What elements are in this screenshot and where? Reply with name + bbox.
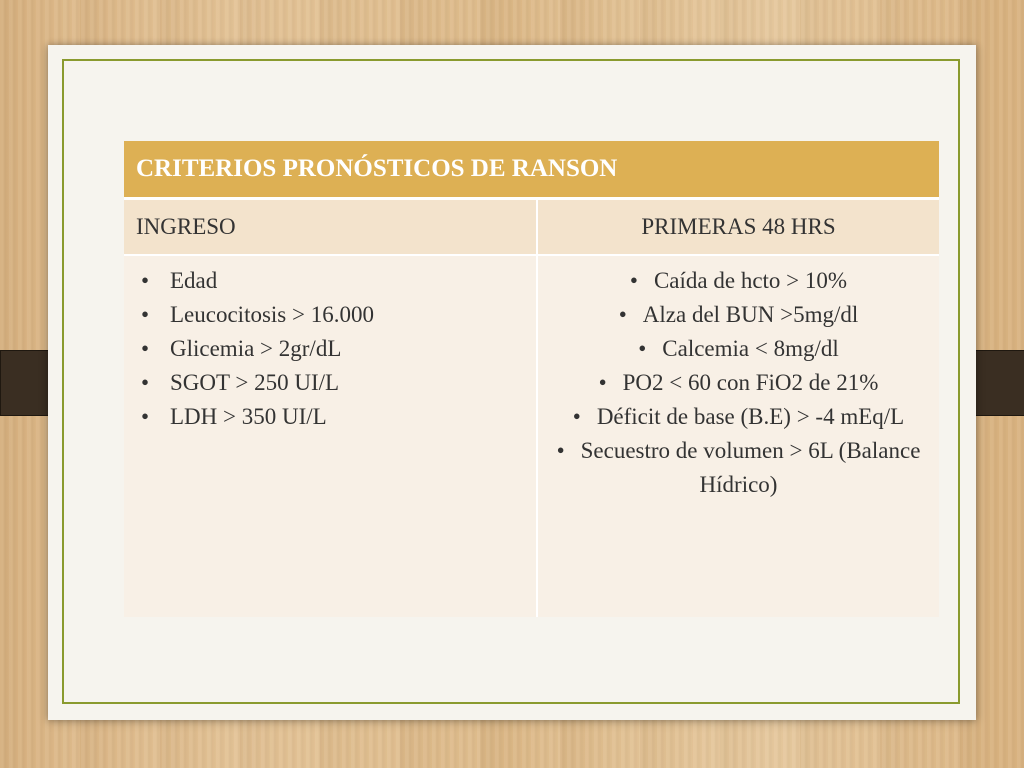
list-item-text: • PO2 < 60 con FiO2 de 21% <box>599 370 879 395</box>
list-item: • Edad <box>125 264 535 298</box>
list-item: • Leucocitosis > 16.000 <box>125 298 535 332</box>
list-item-text: • Calcemia < 8mg/dl <box>638 336 839 361</box>
primeras-48-hrs-cell <box>538 256 939 617</box>
list-item <box>539 264 938 298</box>
list-item <box>539 400 938 434</box>
ingreso-cell <box>124 256 538 617</box>
table-title-row <box>124 141 939 200</box>
list-item <box>539 332 938 366</box>
list-item-text: • Déficit de base (B.E) > -4 mEq/L <box>573 404 904 429</box>
list-item-text: • Alza del BUN >5mg/dl <box>619 302 859 327</box>
ranson-criteria-table <box>124 141 939 617</box>
column-header-primeras-48-hrs: PRIMERAS 48 HRS <box>538 200 939 256</box>
table-title: CRITERIOS PRONÓSTICOS DE RANSON <box>124 141 939 200</box>
primeras-48-hrs-list <box>539 264 938 502</box>
list-item-text: • Caída de hcto > 10% <box>630 268 847 293</box>
list-item <box>539 366 938 400</box>
list-item: • LDH > 350 UI/L <box>125 400 535 434</box>
table-header-row <box>124 200 939 256</box>
list-item <box>539 434 938 502</box>
list-item: • SGOT > 250 UI/L <box>125 366 535 400</box>
table-body-row <box>124 256 939 617</box>
column-header-ingreso: INGRESO <box>124 200 538 256</box>
list-item-text: • Secuestro de volumen > 6L (Balance Hídrico) <box>557 438 921 497</box>
list-item: • Glicemia > 2gr/dL <box>125 332 535 366</box>
list-item <box>539 298 938 332</box>
ingreso-list <box>125 264 535 434</box>
